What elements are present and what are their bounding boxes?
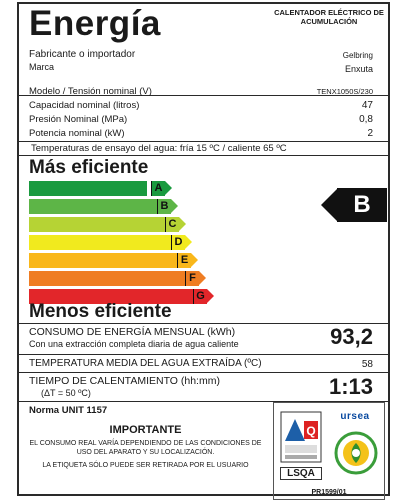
bar-letter: A bbox=[151, 181, 165, 196]
important-notice bbox=[27, 424, 264, 470]
bar-tip bbox=[191, 253, 198, 267]
spec-value: 2 bbox=[367, 128, 373, 139]
rating-arrow-tip bbox=[321, 188, 338, 222]
energy-label bbox=[17, 2, 390, 496]
spec-label: Presión Nominal (MPa) bbox=[29, 114, 128, 125]
energy-efficiency-seal-icon bbox=[334, 431, 378, 475]
brand-label: Marca bbox=[29, 62, 55, 72]
lsqa-label: LSQA bbox=[280, 467, 322, 480]
bar-letter: E bbox=[177, 253, 191, 268]
bar-letter: C bbox=[165, 217, 179, 232]
bar-tip bbox=[207, 289, 214, 303]
most-efficient-label: Más eficiente bbox=[29, 157, 149, 178]
rating-letter: B bbox=[353, 191, 371, 218]
bar-letter: D bbox=[171, 235, 185, 250]
spec-label: Potencia nominal (kW) bbox=[29, 128, 125, 139]
ursea-logo: ursea bbox=[340, 411, 370, 422]
test-temperatures bbox=[19, 141, 388, 156]
bar-tip bbox=[165, 181, 172, 195]
norma-label: Norma UNIT 1157 bbox=[29, 405, 108, 416]
consumption-value: 93,2 bbox=[330, 324, 373, 349]
spec-value: 47 bbox=[361, 100, 373, 111]
heat-time-value: 1:13 bbox=[328, 374, 373, 399]
spec-row bbox=[19, 86, 388, 98]
label-header bbox=[19, 4, 388, 96]
product-type: CALENTADOR ELÉCTRICO DE ACUMULACIÓN bbox=[274, 8, 384, 26]
least-efficient-label: Menos eficiente bbox=[29, 301, 172, 322]
bar-fill bbox=[29, 181, 147, 196]
bar-letter: F bbox=[185, 271, 199, 286]
spec-row bbox=[19, 114, 388, 126]
brand-value: Enxuta bbox=[344, 64, 373, 74]
label-title: Energía bbox=[29, 4, 161, 43]
bar-tip bbox=[171, 199, 178, 213]
manufacturer-label: Fabricante o importador bbox=[29, 49, 136, 60]
spec-row bbox=[19, 128, 388, 140]
avg-temp-label: TEMPERATURA MEDIA DEL AGUA EXTRAÍDA (ºC) bbox=[29, 358, 262, 369]
spec-value: 0,8 bbox=[359, 114, 373, 125]
certification-logos bbox=[273, 402, 385, 500]
pr-code: PR1599/01 bbox=[311, 489, 347, 496]
svg-text:Q: Q bbox=[306, 424, 316, 438]
consumption-sublabel: Con una extracción completa diaria de agua caliente bbox=[29, 339, 239, 349]
divider bbox=[19, 354, 388, 355]
spec-row bbox=[19, 100, 388, 112]
test-temperatures-text: Temperaturas de ensayo del agua: fría 15 ºC / caliente 65 ºC bbox=[31, 143, 287, 154]
lsqa-logo-icon bbox=[280, 411, 322, 463]
bar-fill bbox=[29, 235, 171, 250]
divider bbox=[19, 372, 388, 373]
important-body: EL CONSUMO REAL VARÍA DEPENDIENDO DE LAS CONDICIONES DE USO DEL APARATO Y SU LOCALIZACIÓN. bbox=[29, 440, 262, 456]
spec-label: Capacidad nominal (litros) bbox=[29, 100, 140, 111]
important-note: LA ETIQUETA SÓLO PUEDE SER RETIRADA POR EL USUARIO bbox=[42, 462, 249, 469]
bar-fill bbox=[29, 271, 185, 286]
spec-value: TENX1050S/230 bbox=[316, 87, 373, 96]
rating-arrow bbox=[321, 188, 391, 222]
bar-letter: B bbox=[157, 199, 171, 214]
heat-time-sublabel: (ΔT = 50 ºC) bbox=[41, 388, 91, 398]
avg-temp-value: 58 bbox=[361, 359, 373, 370]
bar-tip bbox=[199, 271, 206, 285]
bar-fill bbox=[29, 217, 165, 232]
spec-label: Modelo / Tensión nominal (V) bbox=[29, 86, 152, 97]
bar-fill bbox=[29, 199, 157, 214]
bar-letter: G bbox=[193, 289, 207, 304]
bar-tip bbox=[179, 217, 186, 231]
heat-time-label: TIEMPO DE CALENTAMIENTO (hh:mm) bbox=[29, 375, 220, 387]
bar-tip bbox=[185, 235, 192, 249]
important-title: IMPORTANTE bbox=[109, 424, 182, 436]
consumption-label: CONSUMO DE ENERGÍA MENSUAL (kWh) bbox=[29, 326, 236, 338]
manufacturer-value: Gelbring bbox=[342, 51, 373, 60]
bar-fill bbox=[29, 253, 177, 268]
